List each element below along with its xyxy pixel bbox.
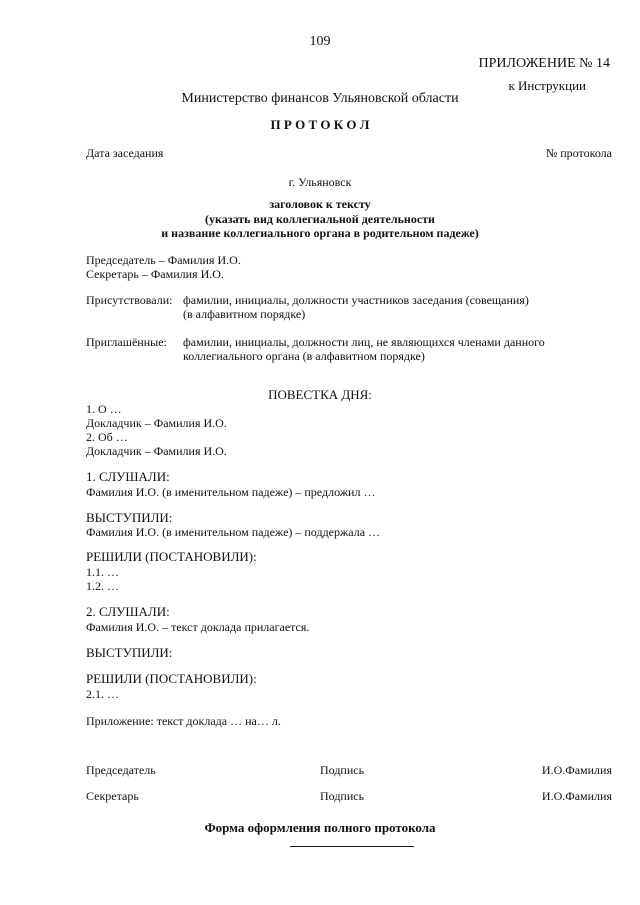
- signature-sign-chairman: Подпись: [320, 763, 365, 777]
- invited-line-2: коллегиального органа (в алфавитном порядке): [183, 349, 425, 363]
- chairman-line: Председатель – Фамилия И.О.: [86, 253, 241, 267]
- section1-decided: РЕШИЛИ (ПОСТАНОВИЛИ):: [86, 549, 257, 564]
- heading-line-2: (указать вид коллегиальной деятельности: [205, 212, 435, 226]
- heading-line-1: заголовок к тексту: [269, 197, 371, 211]
- invited-line-1: фамилии, инициалы, должности лиц, не являющихся членами данного: [183, 335, 545, 349]
- section1-item-1: 1.1. …: [86, 565, 119, 579]
- section1-item-2: 1.2. …: [86, 579, 119, 593]
- invited-label: Приглашённые:: [86, 335, 167, 349]
- protocol-number-label: № протокола: [545, 146, 612, 160]
- appendix-title: ПРИЛОЖЕНИЕ № 14: [478, 56, 610, 71]
- footer-divider: [290, 846, 414, 847]
- ministry-name: Министерство финансов Ульяновской области: [181, 91, 459, 106]
- section2-heard-text: Фамилия И.О. – текст доклада прилагается.: [86, 620, 310, 634]
- secretary-line: Секретарь – Фамилия И.О.: [86, 267, 224, 281]
- signature-role-chairman: Председатель: [86, 763, 156, 777]
- document-title: П Р О Т О К О Л: [270, 117, 370, 132]
- agenda-speaker-1: Докладчик – Фамилия И.О.: [86, 416, 227, 430]
- section1-spoke-text: Фамилия И.О. (в именительном падеже) – поддержала …: [86, 525, 381, 539]
- signature-name-chairman: И.О.Фамилия: [541, 763, 612, 777]
- page-number: 109: [309, 34, 331, 49]
- agenda-speaker-2: Докладчик – Фамилия И.О.: [86, 444, 227, 458]
- section1-spoke: ВЫСТУПИЛИ:: [86, 510, 173, 525]
- section1-heard-text: Фамилия И.О. (в именительном падеже) – предложил …: [86, 485, 376, 499]
- city: г. Ульяновск: [288, 175, 352, 189]
- signature-name-secretary: И.О.Фамилия: [541, 789, 612, 803]
- meeting-date-label: Дата заседания: [86, 146, 164, 160]
- present-line-1: фамилии, инициалы, должности участников заседания (совещания): [183, 293, 529, 307]
- signature-sign-secretary: Подпись: [320, 789, 365, 803]
- agenda-title: ПОВЕСТКА ДНЯ:: [268, 387, 372, 402]
- section2-spoke: ВЫСТУПИЛИ:: [86, 645, 173, 660]
- section2-heard: 2. СЛУШАЛИ:: [86, 604, 170, 619]
- attachment-line: Приложение: текст доклада … на… л.: [86, 714, 281, 728]
- appendix-subtitle: к Инструкции: [508, 78, 586, 93]
- agenda-item-1: 1. О …: [86, 402, 122, 416]
- heading-line-3: и название коллегиального органа в родительном падеже): [161, 226, 479, 240]
- section2-decided: РЕШИЛИ (ПОСТАНОВИЛИ):: [86, 671, 257, 686]
- present-label: Присутствовали:: [86, 293, 173, 307]
- agenda-item-2: 2. Об …: [86, 430, 128, 444]
- section2-item-1: 2.1. …: [86, 687, 119, 701]
- section1-heard: 1. СЛУШАЛИ:: [86, 469, 170, 484]
- footer-caption: Форма оформления полного протокола: [204, 820, 436, 835]
- signature-role-secretary: Секретарь: [86, 789, 139, 803]
- present-line-2: (в алфавитном порядке): [183, 307, 306, 321]
